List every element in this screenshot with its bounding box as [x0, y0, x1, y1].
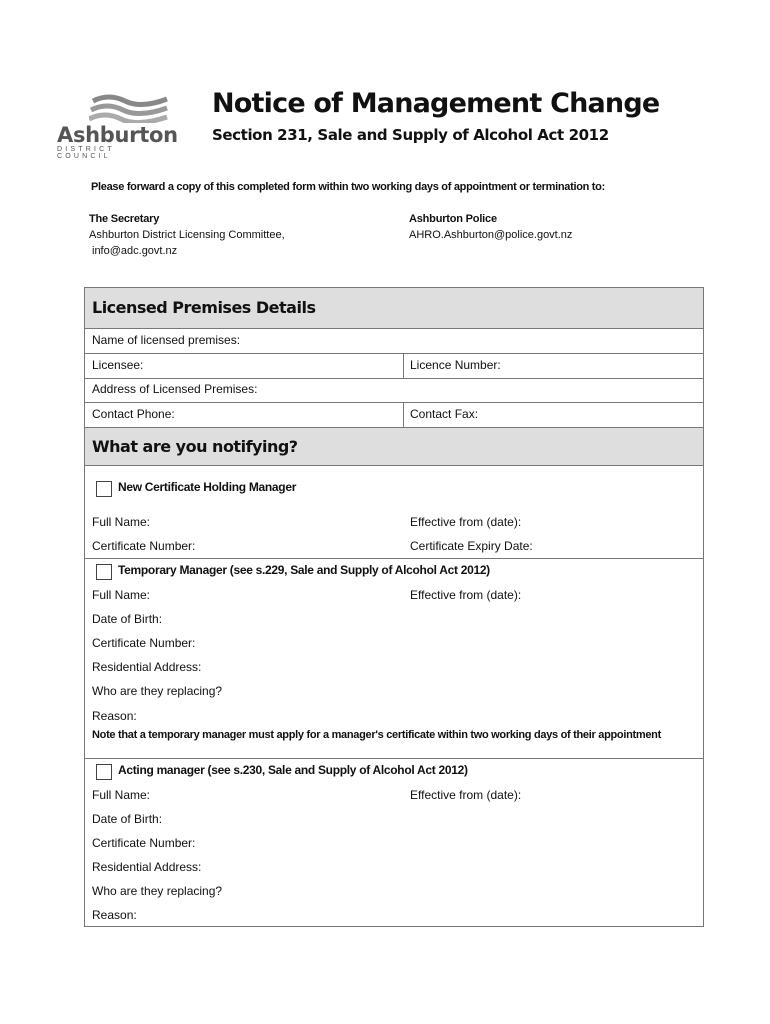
premises-section-header — [85, 288, 703, 329]
acting-replacing[interactable]: Who are they replacing? — [92, 884, 223, 898]
recipient-name: Ashburton Police — [409, 213, 497, 225]
logo-name: Ashburton — [57, 123, 178, 147]
temporary-full-name[interactable]: Full Name: — [92, 588, 151, 602]
divider — [85, 558, 703, 559]
logo-subtitle: DISTRICT COUNCIL — [57, 146, 115, 160]
temporary-cert-number[interactable]: Certificate Number: — [92, 636, 196, 650]
page-subtitle: Section 231, Sale and Supply of Alcohol Act 2012 — [212, 126, 609, 144]
form-table — [84, 287, 704, 927]
acting-cert-number[interactable]: Certificate Number: — [92, 836, 196, 850]
temporary-address[interactable]: Residential Address: — [92, 660, 202, 674]
divider — [85, 402, 703, 403]
acting-effective-date[interactable]: Effective from (date): — [410, 788, 522, 802]
recipient-line: Ashburton District Licensing Committee, — [89, 229, 285, 241]
instructions: Please forward a copy of this completed form within two working days of appointment or termination to: — [91, 181, 605, 193]
new-manager-cert-expiry[interactable]: Certificate Expiry Date: — [410, 539, 533, 553]
temporary-replacing[interactable]: Who are they replacing? — [92, 684, 223, 698]
temporary-effective-date[interactable]: Effective from (date): — [410, 588, 522, 602]
divider — [85, 353, 703, 354]
new-manager-checkbox[interactable] — [96, 481, 112, 497]
new-manager-effective-date[interactable]: Effective from (date): — [410, 515, 522, 529]
premises-address-field[interactable]: Address of Licensed Premises: — [92, 382, 258, 396]
contact-fax-field[interactable]: Contact Fax: — [410, 407, 479, 421]
recipient-police — [409, 211, 572, 243]
wave-logo-icon — [89, 93, 169, 123]
temporary-note: Note that a temporary manager must apply for a manager's certificate within two working days of their appointment — [92, 729, 661, 741]
acting-address[interactable]: Residential Address: — [92, 860, 202, 874]
licence-number-field[interactable]: Licence Number: — [410, 358, 501, 372]
divider — [403, 402, 404, 427]
temporary-manager-label: Temporary Manager (see s.229, Sale and Supply of Alcohol Act 2012) — [118, 563, 490, 577]
acting-reason[interactable]: Reason: — [92, 908, 137, 922]
acting-manager-checkbox[interactable] — [96, 764, 112, 780]
new-manager-label: New Certificate Holding Manager — [118, 480, 297, 494]
divider — [85, 758, 703, 759]
contact-phone-field[interactable]: Contact Phone: — [92, 407, 175, 421]
new-manager-cert-number[interactable]: Certificate Number: — [92, 539, 196, 553]
notifying-heading: What are you notifying? — [92, 437, 298, 456]
licensee-field[interactable]: Licensee: — [92, 358, 144, 372]
recipient-name: The Secretary — [89, 213, 160, 225]
acting-dob[interactable]: Date of Birth: — [92, 812, 163, 826]
temporary-reason[interactable]: Reason: — [92, 709, 137, 723]
page-title: Notice of Management Change — [212, 88, 660, 119]
temporary-dob[interactable]: Date of Birth: — [92, 612, 163, 626]
premises-name-field[interactable]: Name of licensed premises: — [92, 333, 241, 347]
temporary-manager-checkbox[interactable] — [96, 564, 112, 580]
notifying-section-header — [85, 427, 703, 466]
recipient-secretary — [89, 211, 285, 259]
recipient-email[interactable]: info@adc.govt.nz — [92, 245, 178, 257]
new-manager-full-name[interactable]: Full Name: — [92, 515, 151, 529]
divider — [85, 378, 703, 379]
divider — [403, 353, 404, 378]
recipient-email[interactable]: AHRO.Ashburton@police.govt.nz — [409, 229, 573, 241]
acting-manager-label: Acting manager (see s.230, Sale and Supply of Alcohol Act 2012) — [118, 763, 468, 777]
acting-full-name[interactable]: Full Name: — [92, 788, 151, 802]
council-logo — [55, 93, 178, 160]
premises-heading: Licensed Premises Details — [92, 298, 316, 317]
